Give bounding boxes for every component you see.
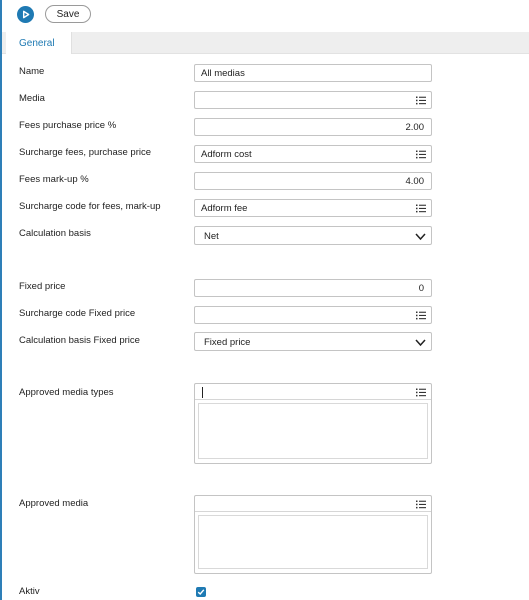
list-icon[interactable] (416, 388, 426, 397)
list-icon[interactable] (416, 204, 426, 213)
calculation-basis-fixed-select[interactable] (194, 332, 432, 351)
approved-media-types-input[interactable] (195, 384, 431, 400)
check-icon (197, 588, 205, 596)
fees-purchase-price-value: 2.00 (405, 122, 424, 133)
surcharge-code-markup-value: Adform fee (201, 203, 248, 214)
fees-markup-label: Fees mark-up % (19, 174, 89, 185)
toolbar (0, 0, 529, 28)
approved-media-types-label: Approved media types (19, 387, 114, 398)
left-accent-bar (0, 0, 2, 600)
list-icon[interactable] (416, 96, 426, 105)
surcharge-code-markup-input[interactable] (194, 199, 432, 217)
aktiv-label: Aktiv (19, 586, 40, 597)
approved-media-input[interactable] (195, 496, 431, 512)
approved-media-types-list[interactable] (198, 403, 428, 459)
text-caret (202, 387, 203, 398)
tab-general[interactable]: General (6, 32, 72, 54)
surcharge-code-fixed-label: Surcharge code Fixed price (19, 308, 136, 319)
calculation-basis-fixed-label: Calculation basis Fixed price (19, 335, 140, 346)
tab-bar (2, 32, 529, 54)
chevron-down-icon (415, 232, 426, 241)
fixed-price-value: 0 (418, 283, 424, 294)
list-icon[interactable] (416, 311, 426, 320)
media-label: Media (19, 93, 45, 104)
chevron-down-icon (415, 338, 426, 347)
surcharge-code-fixed-input[interactable] (194, 306, 432, 324)
fixed-price-label: Fixed price (19, 281, 66, 292)
fixed-price-input[interactable] (194, 279, 432, 297)
fees-purchase-price-input[interactable] (194, 118, 432, 136)
surcharge-code-markup-label: Surcharge code for fees, mark-up (19, 201, 161, 212)
fees-markup-value: 4.00 (405, 176, 424, 187)
approved-media-label: Approved media (19, 498, 89, 509)
play-icon (21, 10, 30, 19)
approved-media-list[interactable] (198, 515, 428, 569)
surcharge-fees-purchase-value: Adform cost (201, 149, 252, 160)
surcharge-fees-purchase-label: Surcharge fees, purchase price (19, 147, 152, 158)
calculation-basis-select[interactable] (194, 226, 432, 245)
save-button[interactable]: Save (45, 5, 91, 23)
fees-markup-input[interactable] (194, 172, 432, 190)
surcharge-fees-purchase-input[interactable] (194, 145, 432, 163)
list-icon[interactable] (416, 500, 426, 509)
run-button[interactable] (17, 6, 34, 23)
aktiv-checkbox[interactable] (196, 587, 206, 597)
list-icon[interactable] (416, 150, 426, 159)
approved-media-picker[interactable] (194, 495, 432, 574)
media-input[interactable] (194, 91, 432, 109)
name-label: Name (19, 66, 45, 77)
calculation-basis-fixed-value: Fixed price (204, 337, 251, 348)
fees-purchase-price-label: Fees purchase price % (19, 120, 117, 131)
calculation-basis-label: Calculation basis (19, 228, 91, 239)
calculation-basis-value: Net (204, 231, 219, 242)
approved-media-types-picker[interactable] (194, 383, 432, 464)
name-value: All medias (201, 68, 245, 79)
name-input[interactable] (194, 64, 432, 82)
